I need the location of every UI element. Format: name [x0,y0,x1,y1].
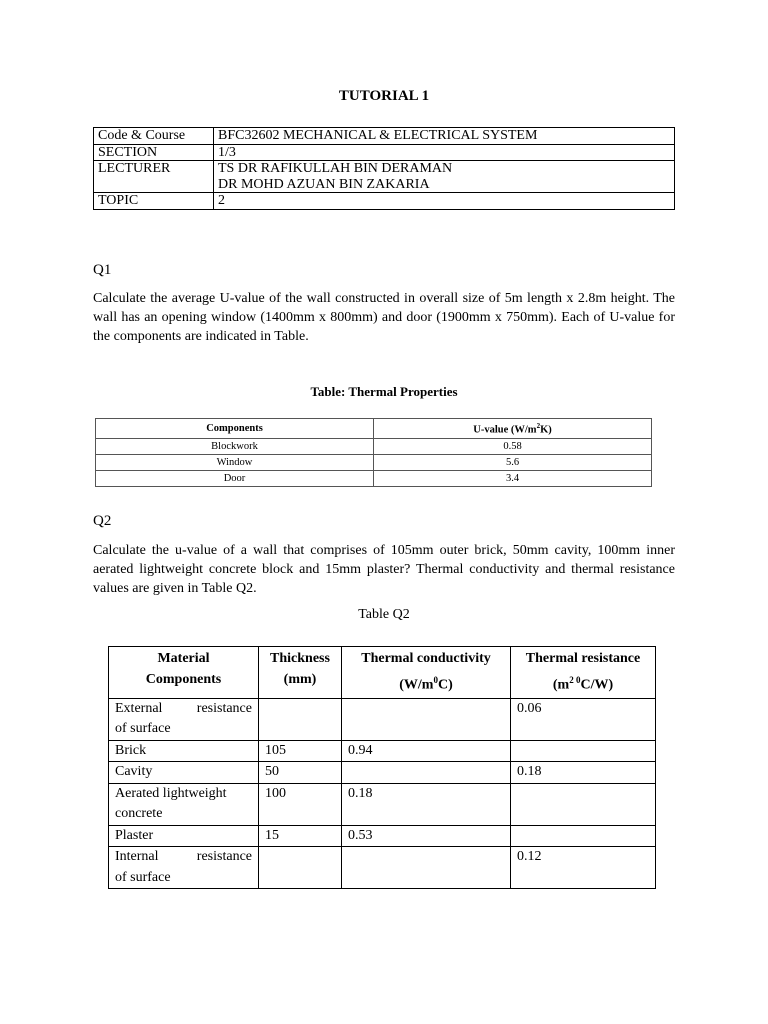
table-row [94,193,675,210]
col-header-conductivity: Thermal conductivity $(W/m^0C)$ [342,647,511,699]
info-value: 1/3 [214,144,675,161]
thermal-table-caption: Table: Thermal Properties [310,384,458,399]
q2-text: Calculate the u-value of a wall that comprises of 105mm outer brick, 50mm cavity, 100mm inner aerated lightweight concrete block and 15mm plaster? Thermal conductivity and thermal resistance values are given in Table Q2. [93,543,675,596]
thickness-cell: 105 [259,740,342,762]
material-cell: Plaster [109,825,259,847]
col-header-uvalue: U-value $(W/m^2K)$ [374,419,652,439]
thickness-cell: 50 [259,762,342,784]
uvalue-cell: 3.4 [374,470,652,486]
table-header-row [109,647,656,699]
q1-text: Calculate the average U-value of the wall constructed in overall size of 5m length x 2.8m height. The wall has an opening window (1400mm x 800mm) and door (1900mm x 750mm). Each of U-value for the components are indicated in Table. [93,291,675,344]
conductivity-cell [342,762,511,784]
col-header-thickness: Thickness (mm) [259,647,342,699]
conductivity-cell: 0.53 [342,825,511,847]
course-info-table [93,127,675,210]
info-key: Code & Course [94,128,214,145]
info-key: SECTION [94,144,214,161]
q2-label: Q2 [93,513,112,529]
col-header-resistance: Thermal resistance $(m^{2 0}C/W)$ [511,647,656,699]
info-value: BFC32602 MECHANICAL & ELECTRICAL SYSTEM [214,128,675,145]
resistance-cell: 0.06 [511,698,656,740]
table-row [94,128,675,145]
table-row [109,783,656,825]
uvalue-cell: 0.58 [374,438,652,454]
conductivity-cell [342,847,511,889]
resistance-cell [511,783,656,825]
lecturer-name-2: DR MOHD AZUAN BIN ZAKARIA [218,176,430,192]
resistance-cell [511,740,656,762]
table-row [109,825,656,847]
table-row [94,161,675,193]
col-header-material: Material Components [109,647,259,699]
info-key: TOPIC [94,193,214,210]
material-cell: External resistance of surface [109,698,259,740]
conductivity-cell: 0.94 [342,740,511,762]
table-row [96,470,652,486]
info-value: 2 [214,193,675,210]
table-row [109,740,656,762]
q1-label: Q1 [93,262,112,278]
component-cell: Blockwork [96,438,374,454]
table-row [109,762,656,784]
material-cell: Internal resistance of surface [109,847,259,889]
thermal-properties-table [95,418,652,487]
table-header-row [96,419,652,439]
table-row [94,144,675,161]
uvalue-cell: 5.6 [374,454,652,470]
table-row [109,698,656,740]
component-cell: Door [96,470,374,486]
material-cell: Cavity [109,762,259,784]
material-cell: Aerated lightweight concrete [109,783,259,825]
thickness-cell [259,698,342,740]
info-value [214,161,675,193]
component-cell: Window [96,454,374,470]
thickness-cell: 15 [259,825,342,847]
thickness-cell: 100 [259,783,342,825]
material-cell: Brick [109,740,259,762]
q2-table-caption: Table Q2 [358,607,410,622]
lecturer-name-1: TS DR RAFIKULLAH BIN DERAMAN [218,161,453,176]
resistance-cell: 0.12 [511,847,656,889]
resistance-cell: 0.18 [511,762,656,784]
col-header-components: Components [96,419,374,439]
table-row [96,438,652,454]
table-row [109,847,656,889]
material-properties-table [108,646,656,889]
conductivity-cell [342,698,511,740]
resistance-cell [511,825,656,847]
info-key: LECTURER [94,161,214,193]
conductivity-cell: 0.18 [342,783,511,825]
table-row [96,454,652,470]
thickness-cell [259,847,342,889]
page-title: TUTORIAL 1 [338,88,430,104]
